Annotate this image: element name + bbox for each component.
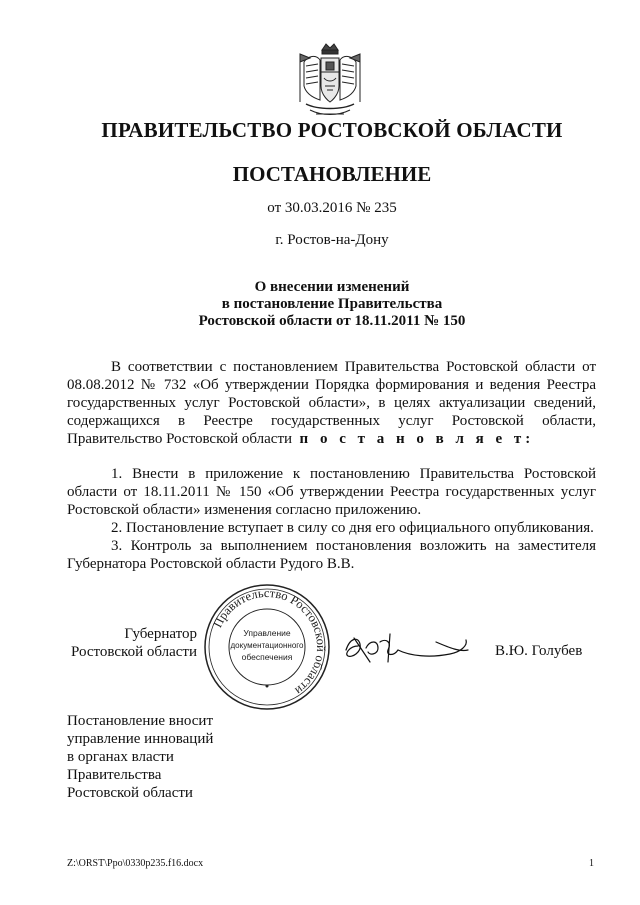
intro-paragraph bbox=[67, 358, 596, 448]
position-line: Губернатор bbox=[124, 626, 197, 642]
intro-text: В соответствии с постановлением Правительства Ростовской области от 08.08.2012 № 732 «Об утверждении Порядка формирования и ведения Реестра государственных услуг Ростовской области», в целях актуализации сведений, содержащихся в Реестре государственных услуг Ростовской области, Правительство Ростовской области bbox=[67, 359, 596, 447]
stamp-inner-line: обеспечения bbox=[241, 652, 293, 662]
footer-file-path: Z:\ORST\Ppo\0330p235.f16.docx bbox=[67, 858, 204, 869]
rostov-oblast-coat-of-arms-icon bbox=[296, 40, 364, 120]
stamp-inner-line: Управление bbox=[243, 628, 291, 638]
note-line: Ростовской области bbox=[67, 785, 193, 801]
document-type: ПОСТАНОВЛЕНИЕ bbox=[232, 162, 432, 186]
signatory-name: В.Ю. Голубев bbox=[495, 643, 583, 659]
page-number: 1 bbox=[589, 858, 594, 869]
signatory-position bbox=[67, 625, 197, 661]
decree-item-text: 3. Контроль за выполнением постановления возложить на заместителя Губернатора Ростовской области Рудого В.В. bbox=[67, 538, 596, 572]
subject-line: Ростовской области от 18.11.2011 № 150 bbox=[198, 313, 466, 329]
decree-word: п о с т а н о в л я е т: bbox=[299, 431, 535, 447]
note-line: в органах власти bbox=[67, 749, 174, 765]
decree-item-3 bbox=[67, 537, 596, 573]
stamp-inner-line: документационного bbox=[230, 641, 304, 650]
subject-line: О внесении изменений bbox=[254, 279, 410, 295]
decree-items bbox=[67, 465, 596, 573]
handwritten-signature bbox=[340, 628, 472, 668]
stamp-ring-text-path: Правительство Ростовской области bbox=[210, 585, 329, 698]
decree-item-text: 1. Внести в приложение к постановлению Правительства Ростовской области от 18.11.2011 № 150 «Об утверждении Реестра государственных услуг Ростовской области» изменения согласно приложению. bbox=[67, 466, 596, 518]
note-line: управление инноваций bbox=[67, 731, 214, 747]
decree-item-text: 2. Постановление вступает в силу со дня его официального опубликования. bbox=[111, 520, 594, 536]
document-subject bbox=[0, 279, 640, 330]
city: г. Ростов-на-Дону bbox=[275, 232, 389, 248]
note-line: Постановление вносит bbox=[67, 713, 214, 729]
date-number: от 30.03.2016 № 235 bbox=[267, 200, 397, 216]
decree-item-1 bbox=[67, 465, 596, 519]
official-stamp bbox=[202, 582, 332, 712]
government-title: ПРАВИТЕЛЬСТВО РОСТОВСКОЙ ОБЛАСТИ bbox=[101, 118, 563, 142]
note-line: Правительства bbox=[67, 767, 162, 783]
subject-line: в постановление Правительства bbox=[221, 296, 443, 312]
decree-item-2 bbox=[67, 519, 596, 537]
position-line: Ростовской области bbox=[71, 644, 197, 660]
submission-note bbox=[67, 712, 213, 802]
